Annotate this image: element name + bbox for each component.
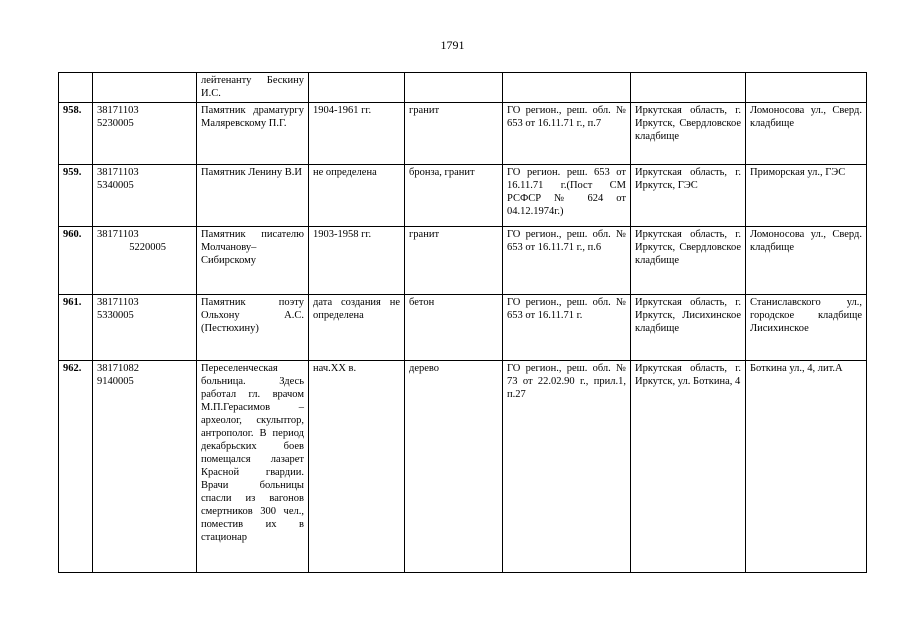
creation-date: не определена [309, 165, 405, 227]
registry-code [93, 227, 197, 295]
location [631, 73, 746, 103]
table-row [59, 165, 867, 227]
registry-code-part1: 38171103 [97, 297, 139, 308]
record-number: 961. [59, 295, 93, 361]
record-number: 960. [59, 227, 93, 295]
registry-code [93, 165, 197, 227]
table-row [59, 103, 867, 165]
registry-code-part1: 38171103 [97, 229, 139, 240]
table-row [59, 295, 867, 361]
address: Станиславского ул., городское кладбище Лисихинское [746, 295, 867, 361]
registry-code-part2: 5340005 [97, 180, 134, 191]
monuments-table [58, 72, 867, 573]
protection-document: ГО регион. реш. 653 от 16.11.71 г.(Пост СМ РСФСР № 624 от 04.12.1974г.) [503, 165, 631, 227]
registry-code-part1: 38171103 [97, 167, 139, 178]
object-name: Памятник драматургу Маляревскому П.Г. [197, 103, 309, 165]
material: гранит [405, 103, 503, 165]
registry-code-part2: 5330005 [97, 310, 134, 321]
object-name: Переселенческая больница. Здесь работал гл. врачом М.П.Герасимов – археолог, скульптор, антрополог. В период декабрьских боев помещался лазарет Красной гвардии. Врачи больницы спасли из вагонов смертников 300 чел., поместив их в стационар [197, 361, 309, 573]
creation-date [309, 73, 405, 103]
address: Ломоносова ул., Сверд. кладбище [746, 103, 867, 165]
protection-document [503, 73, 631, 103]
protection-document: ГО регион., реш. обл. № 653 от 16.11.71 г., п.7 [503, 103, 631, 165]
creation-date: 1903-1958 гг. [309, 227, 405, 295]
address: Ломоносова ул., Сверд. кладбище [746, 227, 867, 295]
protection-document: ГО регион., реш. обл. № 73 от 22.02.90 г., прил.1, п.27 [503, 361, 631, 573]
record-number: 958. [59, 103, 93, 165]
creation-date: 1904-1961 гг. [309, 103, 405, 165]
record-number: 962. [59, 361, 93, 573]
object-name: лейтенанту Бескину И.С. [197, 73, 309, 103]
registry-code-part2: 5220005 [129, 242, 166, 253]
registry-code-part2: 9140005 [97, 376, 134, 387]
location: Иркутская область, г. Иркутск, Свердловское кладбище [631, 103, 746, 165]
address [746, 73, 867, 103]
registry-code [93, 295, 197, 361]
creation-date: дата создания не определена [309, 295, 405, 361]
material [405, 73, 503, 103]
registry-code [93, 103, 197, 165]
material: бетон [405, 295, 503, 361]
address: Боткина ул., 4, лит.А [746, 361, 867, 573]
record-number: 959. [59, 165, 93, 227]
material: дерево [405, 361, 503, 573]
protection-document: ГО регион., реш. обл. № 653 от 16.11.71 г. [503, 295, 631, 361]
registry-code-part1: 38171103 [97, 105, 139, 116]
table-row [59, 73, 867, 103]
record-number [59, 73, 93, 103]
location: Иркутская область, г. Иркутск, Свердловское кладбище [631, 227, 746, 295]
location: Иркутская область, г. Иркутск, ГЭС [631, 165, 746, 227]
registry-code [93, 361, 197, 573]
object-name: Памятник поэту Ольхону А.С. (Пестюхину) [197, 295, 309, 361]
location: Иркутская область, г. Иркутск, ул. Боткина, 4 [631, 361, 746, 573]
table-row [59, 227, 867, 295]
creation-date: нач.XX в. [309, 361, 405, 573]
protection-document: ГО регион., реш. обл. № 653 от 16.11.71 г., п.6 [503, 227, 631, 295]
object-name: Памятник Ленину В.И [197, 165, 309, 227]
material: гранит [405, 227, 503, 295]
location: Иркутская область, г. Иркутск, Лисихинское кладбище [631, 295, 746, 361]
registry-code-part1: 38171082 [97, 363, 139, 374]
address: Приморская ул., ГЭС [746, 165, 867, 227]
registry-code [93, 73, 197, 103]
registry-code-part2: 5230005 [97, 118, 134, 129]
page-number: 1791 [440, 38, 465, 52]
table-row [59, 361, 867, 573]
object-name: Памятник писателю Молчанову–Сибирскому [197, 227, 309, 295]
material: бронза, гранит [405, 165, 503, 227]
